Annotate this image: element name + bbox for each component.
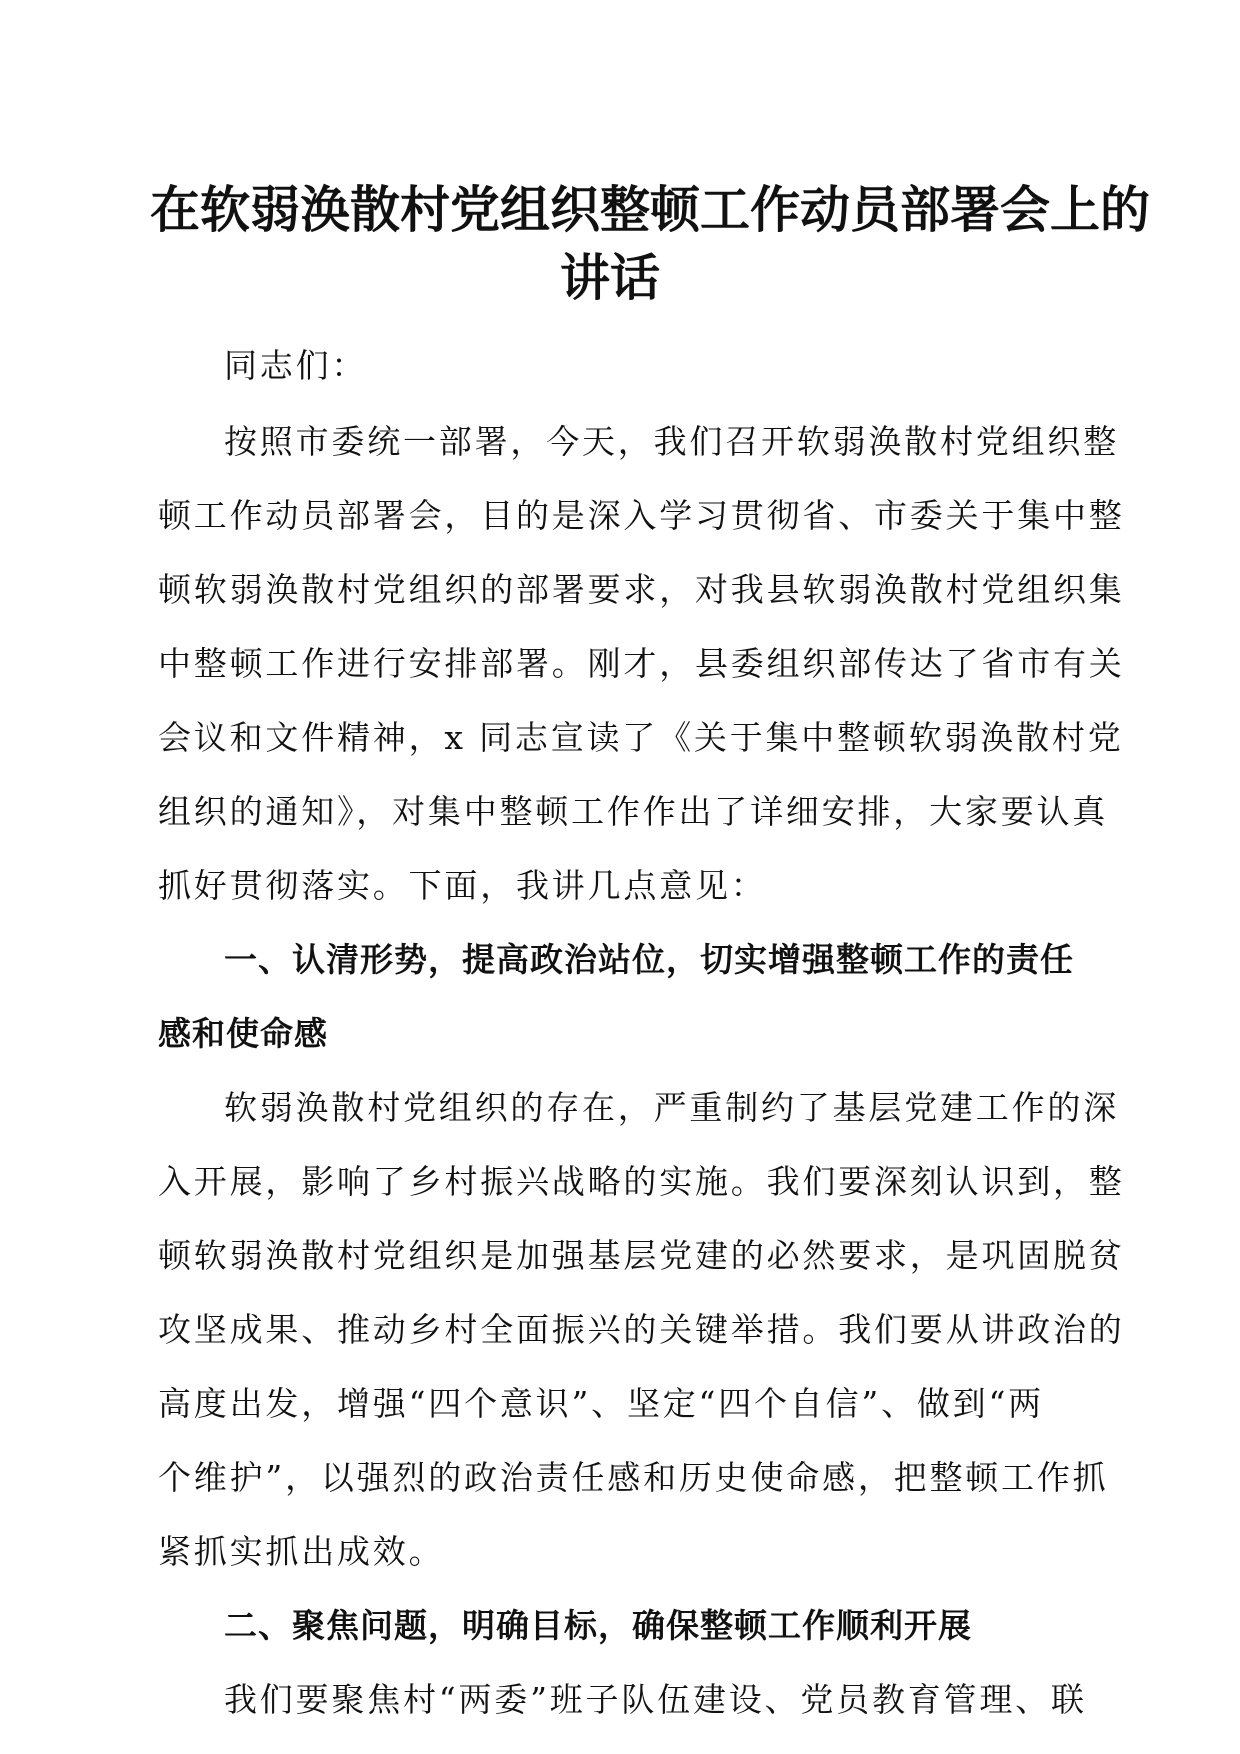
section-heading-1: 一、认清形势，提高政治站位，切实增强整顿工作的责任: [224, 940, 1074, 979]
paragraph-line: 个维护”，以强烈的政治责任感和历史使命感，把整顿工作抓: [158, 1458, 1109, 1497]
title-line-1: 在软弱涣散村党组织整顿工作动员部署会上的: [150, 180, 1150, 239]
paragraph-line: 高度出发，增强“四个意识”、坚定“四个自信”、做到“两: [158, 1384, 1044, 1423]
paragraph-line: 组织的通知》，对集中整顿工作作出了详细安排，大家要认真: [158, 792, 1109, 831]
section-heading-1-cont: 感和使命感: [158, 1014, 328, 1053]
paragraph-line: 我们要聚焦村“两委”班子队伍建设、党员教育管理、联: [224, 1680, 1087, 1719]
paragraph-line: 中整顿工作进行安排部署。刚才，县委组织部传达了省市有关: [158, 644, 1125, 683]
paragraph-line: 软弱涣散村党组织的存在，严重制约了基层党建工作的深: [224, 1088, 1119, 1127]
paragraph-line: 会议和文件精神，x 同志宣读了《关于集中整顿软弱涣散村党: [158, 718, 1124, 757]
paragraph-line: 抓好贯彻落实。下面，我讲几点意见：: [158, 866, 767, 905]
title-line-2: 讲话: [560, 248, 660, 307]
paragraph-line: 顿软弱涣散村党组织的部署要求，对我县软弱涣散村党组织集: [158, 570, 1125, 609]
section-heading-2: 二、聚焦问题，明确目标，确保整顿工作顺利开展: [224, 1606, 972, 1645]
salutation: 同志们：: [224, 346, 368, 385]
paragraph-line: 按照市委统一部署，今天，我们召开软弱涣散村党组织整: [224, 422, 1119, 461]
paragraph-line: 紧抓实抓出成效。: [158, 1532, 445, 1571]
paragraph-line: 顿工作动员部署会，目的是深入学习贯彻省、市委关于集中整: [158, 496, 1125, 535]
paragraph-line: 入开展，影响了乡村振兴战略的实施。我们要深刻认识到，整: [158, 1162, 1125, 1201]
paragraph-line: 攻坚成果、推动乡村全面振兴的关键举措。我们要从讲政治的: [158, 1310, 1125, 1349]
paragraph-line: 顿软弱涣散村党组织是加强基层党建的必然要求，是巩固脱贫: [158, 1236, 1125, 1275]
